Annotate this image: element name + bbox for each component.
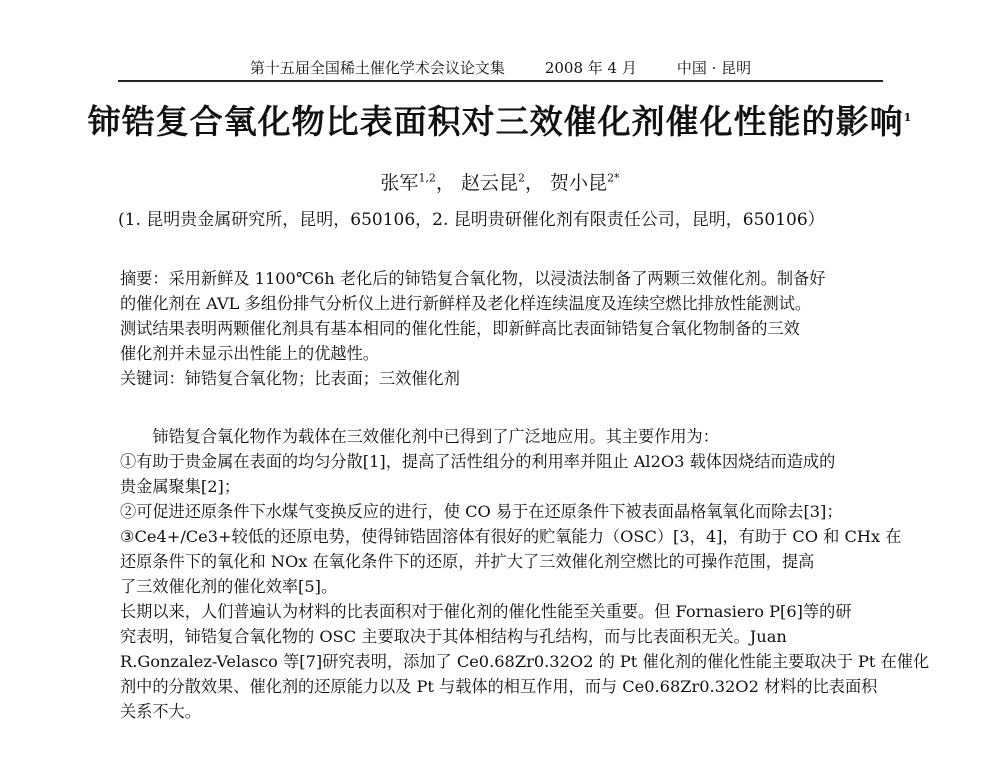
abstract-block [120,266,885,391]
author-list: 张军$^{1,2}$， 赵云昆$^2$， 贺小昆$^{2*}$ [380,171,620,194]
body-line: 了三效催化剂的催化效率[5]。 [120,577,338,596]
author-name: 张军 [380,172,419,194]
title-text: 铈锆复合氧化物比表面积对三效催化剂催化性能的影响 [87,102,904,141]
body-line: 长期以来，人们普遍认为材料的比表面积对于催化剂的催化性能至关重要。但 Fornasiero P[6]等的研 [120,602,852,621]
introduction-block [120,424,930,724]
author-name: 贺小昆 [550,172,608,194]
abstract-line: 摘要：采用新鲜及 1100℃6h 老化后的铈锆复合氧化物，以浸渍法制备了两颗三效催化剂。制备好 [120,269,826,288]
body-line: R.Gonzalez-Velasco 等[7]研究表明，添加了 Ce0.68Zr0.32O2 的 Pt 催化剂的催化性能主要取决于 Pt 在催化 [120,652,930,671]
body-line: ③Ce4+/Ce3+较低的还原电势，使得铈锆固溶体有很好的贮氧能力（OSC）[3，4]，有助于 CO 和 CHx 在 [120,527,902,546]
body-line: 究表明，铈锆复合氧化物的 OSC 主要取决于其体相结构与孔结构，而与比表面积无关。Juan [120,627,787,646]
body-line: 还原条件下的氧化和 NOx 在氧化条件下的还原，并扩大了三效催化剂空燃比的可操作范围，提高 [120,552,815,571]
author-name: 赵云昆 [460,172,518,194]
publication-place: 中国 · 昆明 [676,59,752,77]
body-line: 剂中的分散效果、催化剂的还原能力以及 Pt 与载体的相互作用，而与 Ce0.68Zr0.32O2 材料的比表面积 [120,677,878,696]
body-line: 铈锆复合氧化物作为载体在三效催化剂中已得到了广泛地应用。其主要作用为： [120,427,719,446]
affiliation: (1. 昆明贵金属研究所，昆明，650106，2. 昆明贵研催化剂有限责任公司，昆明，650106） [118,210,825,230]
author-affil-mark: 1,2 [418,171,436,185]
running-header [118,54,883,82]
body-line: ①有助于贵金属在表面的均匀分散[1]，提高了活性组分的利用率并阻止 Al2O3 载体因烧结而造成的 [120,452,836,471]
abstract-line: 的催化剂在 AVL 多组份排气分析仪上进行新鲜样及老化样连续温度及连续空燃比排放性能测试。 [120,294,812,313]
paper-title [0,96,1000,143]
journal-name: 第十五届全国稀土催化学术会议论文集 [249,59,505,77]
keywords: 关键词：铈锆复合氧化物；比表面；三效催化剂 [120,369,460,388]
author-affil-mark: 2* [607,171,620,185]
body-line: 贵金属聚集[2]； [120,477,241,496]
body-line: ②可促进还原条件下水煤气变换反应的进行，使 CO 易于在还原条件下被表面晶格氧氧化而除去[3]； [120,502,843,521]
abstract-line: 催化剂并未显示出性能上的优越性。 [120,344,379,363]
publication-date: 2008 年 4 月 [544,59,637,77]
author-affil-mark: 2 [518,171,525,185]
title-note: 1 [903,111,913,124]
body-line: 关系不大。 [120,702,201,721]
abstract-line: 测试结果表明两颗催化剂具有基本相同的催化性能，即新鲜高比表面铈锆复合氧化物制备的三效 [120,319,800,338]
